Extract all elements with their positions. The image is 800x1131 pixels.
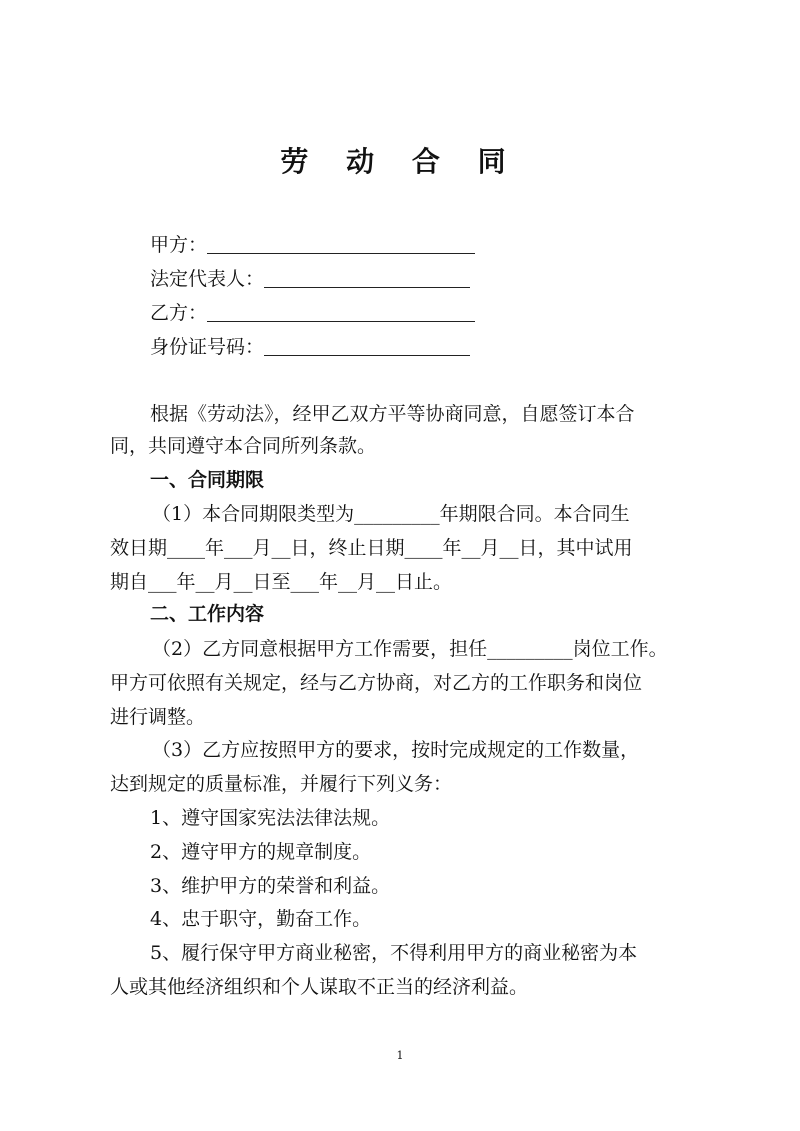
party-a-line (150, 231, 475, 259)
clause-2-line-1: （2）乙方同意根据甲方工作需要，担任_________岗位工作。 (152, 638, 668, 660)
clause-3-line-2: 达到规定的质量标准，并履行下列义务： (110, 773, 453, 795)
preamble-line-2: 同，共同遵守本合同所列条款。 (110, 435, 377, 457)
clause-3-line-1: （3）乙方应按照甲方的要求，按时完成规定的工作数量， (152, 739, 640, 761)
legal-rep-line (150, 265, 470, 293)
id-number-blank (264, 335, 470, 356)
section-1-heading: 一、合同期限 (150, 469, 265, 491)
legal-rep-blank (264, 267, 470, 288)
section-2-heading: 二、工作内容 (150, 603, 265, 625)
duty-item-5-line-1: 5、履行保守甲方商业秘密，不得利用甲方的商业秘密为本 (150, 942, 638, 964)
duty-item-1: 1、遵守国家宪法法律法规。 (150, 807, 391, 829)
party-a-label: 甲方： (150, 234, 208, 256)
duty-item-2: 2、遵守甲方的规章制度。 (150, 841, 372, 863)
id-number-label: 身份证号码： (150, 336, 265, 358)
clause-2-line-3: 进行调整。 (110, 706, 206, 728)
legal-rep-label: 法定代表人： (150, 268, 265, 290)
duty-item-4: 4、忠于职守，勤奋工作。 (150, 908, 372, 930)
preamble-line-1: 根据《劳动法》，经甲乙双方平等协商同意，自愿签订本合 (150, 403, 635, 425)
clause-2-line-2: 甲方可依照有关规定，经与乙方协商，对乙方的工作职务和岗位 (110, 672, 643, 694)
contract-title: 劳 动 合 同 (280, 145, 520, 178)
party-b-blank (207, 301, 475, 322)
clause-1-line-3: 期自___年__月__日至___年__月__日止。 (110, 571, 453, 593)
duty-item-5-line-2: 人或其他经济组织和个人谋取不正当的经济利益。 (110, 976, 529, 998)
id-number-line (150, 333, 470, 361)
party-b-line (150, 299, 475, 327)
page-number: 1 (396, 1049, 404, 1062)
party-a-blank (207, 233, 475, 254)
clause-1-line-1: （1）本合同期限类型为_________年期限合同。本合同生 (152, 503, 630, 525)
party-b-label: 乙方： (150, 302, 208, 324)
clause-1-line-2: 效日期____年___月__日，终止日期____年__月__日，其中试用 (110, 537, 633, 559)
duty-item-3: 3、维护甲方的荣誉和利益。 (150, 875, 391, 897)
